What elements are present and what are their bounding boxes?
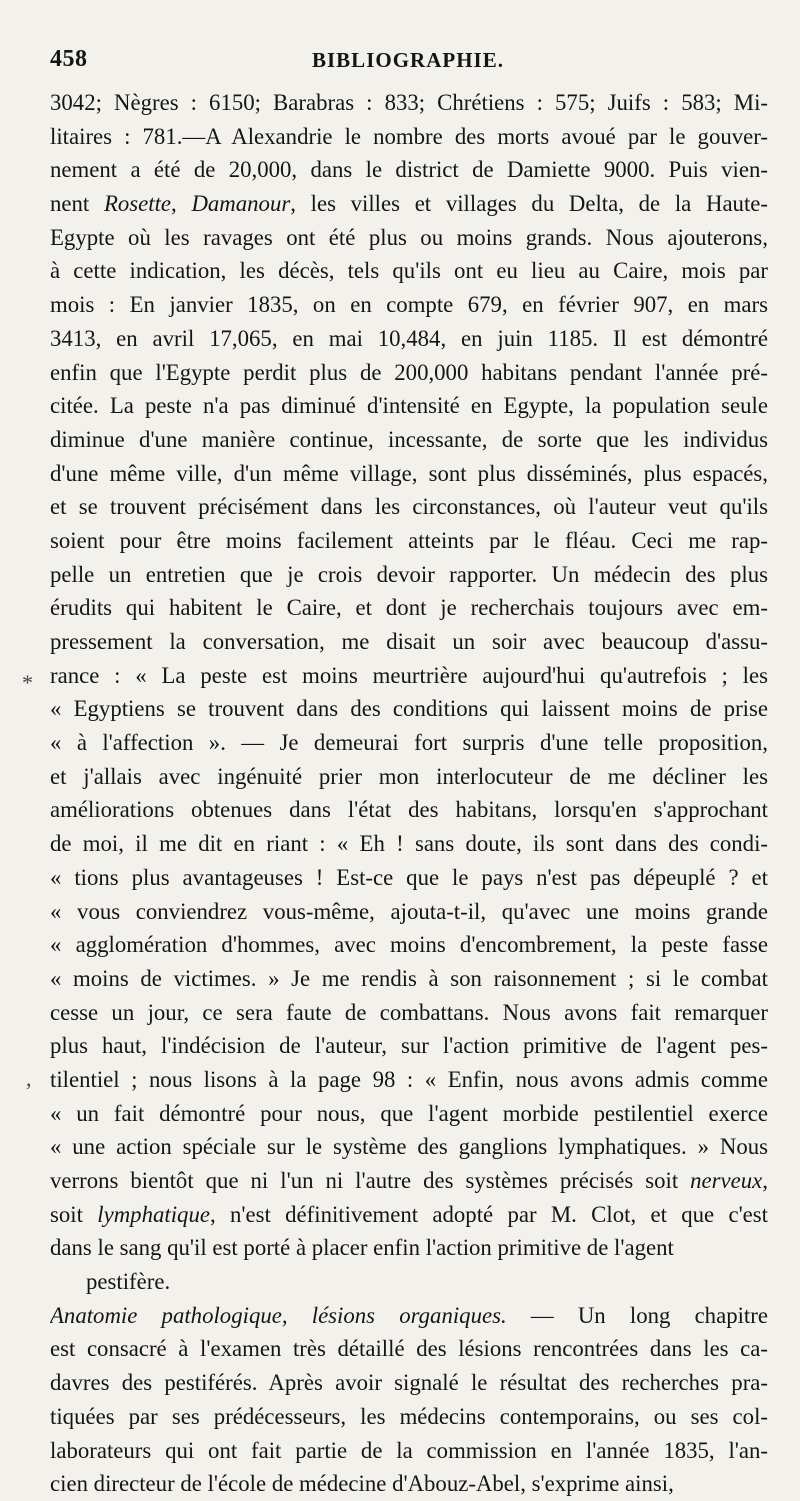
margin-mark: * (22, 670, 33, 695)
text-run: nent (50, 191, 104, 217)
text-line (50, 457, 768, 491)
text-line (50, 1198, 768, 1232)
text-run: « à l'affection ». — Je demeurai fort surpris d'une telle proposition, (50, 730, 768, 756)
margin-mark: , (26, 1066, 32, 1091)
text-line (50, 423, 768, 457)
text-line (50, 1164, 768, 1198)
italic-text: Rosette (103, 191, 172, 217)
text-run: et j'allais avec ingénuité prier mon interlocuteur de me décliner les (50, 763, 768, 789)
body-text (50, 86, 768, 1501)
text-run: , (171, 191, 192, 217)
text-run: cien directeur de l'école de médecine d'Abouz-Abel, s'exprime ainsi, (50, 1471, 674, 1497)
text-line (50, 86, 768, 120)
text-line (50, 153, 768, 187)
text-line (50, 760, 768, 794)
text-line (50, 1467, 768, 1501)
text-run: de moi, il me dit en riant : « Eh ! sans doute, ils sont dans des condi- (50, 831, 768, 857)
text-line (50, 254, 768, 288)
text-line (50, 625, 768, 659)
text-line (50, 793, 768, 827)
text-line (50, 591, 768, 625)
text-run: « Egyptiens se trouvent dans des conditions qui laissent moins de prise (50, 696, 768, 722)
text-run: d'une même ville, d'un même village, sont plus disséminés, plus espacés, (50, 460, 768, 486)
text-line (50, 120, 768, 154)
text-run: mois : En janvier 1835, on en compte 679, en février 907, en mars (50, 292, 768, 318)
text-line (50, 1231, 768, 1265)
text-line (50, 1400, 768, 1434)
text-run: enfin que l'Egypte perdit plus de 200,000 habitans pendant l'année pré- (50, 359, 768, 385)
text-line (50, 288, 768, 322)
text-run: pestifère. (86, 1269, 171, 1295)
text-line (50, 558, 768, 592)
text-run: , les villes et villages du Delta, de la Haute- (290, 191, 768, 217)
text-run: améliorations obtenues dans l'état des habitans, lorsqu'en s'approchant (50, 797, 768, 823)
text-line (50, 1366, 768, 1400)
text-run: verrons bientôt que ni l'un ni l'autre des systèmes précisés soit (50, 1168, 691, 1193)
text-line (50, 1029, 768, 1063)
text-run: pressement la conversation, me disait un soir avec beaucoup d'assu- (50, 629, 768, 654)
text-run: soit (50, 1201, 98, 1227)
text-run: tiquées par ses prédécesseurs, les médecins contemporains, ou ses col- (50, 1403, 768, 1429)
text-run: 3042; Nègres : 6150; Barabras : 833; Chrétiens : 575; Juifs : 583; Mi- (50, 90, 768, 115)
text-run: 3413, en avril 17,065, en mai 10,484, en juin 1185. Il est démontré (50, 325, 768, 351)
text-run: « tions plus avantageuses ! Est-ce que le pays n'est pas dépeuplé ? et (50, 864, 768, 890)
text-line (50, 490, 768, 524)
text-run: « agglomération d'hommes, avec moins d'encombrement, la peste fasse (50, 932, 768, 958)
text-run: , (762, 1168, 768, 1193)
text-line (50, 1332, 768, 1366)
text-line (50, 356, 768, 390)
page-number: 458 (50, 46, 88, 72)
text-run: laborateurs qui ont fait partie de la commission en l'année 1835, l'an- (50, 1437, 768, 1463)
text-run: rance : « La peste est moins meurtrière aujourd'hui qu'autrefois ; les (50, 662, 768, 688)
text-run: — Un long chapitre (506, 1302, 768, 1328)
text-run: plus haut, l'indécision de l'auteur, sur l'action primitive de l'agent pes- (50, 1033, 768, 1059)
text-run: diminue d'une manière continue, incessante, de sorte que les individus (50, 426, 768, 452)
text-line (50, 1130, 768, 1164)
text-line (50, 1097, 768, 1131)
text-run: nement a été de 20,000, dans le district de Damiette 9000. Puis vien- (50, 157, 768, 183)
text-line (50, 389, 768, 423)
text-run: citée. La peste n'a pas diminué d'intensité en Egypte, la population seule (50, 393, 768, 419)
text-run: soient pour être moins facilement atteints par le fléau. Ceci me rap- (50, 527, 768, 553)
text-run: davres des pestiférés. Après avoir signalé le résultat des recherches pra- (50, 1370, 768, 1396)
text-line (50, 928, 768, 962)
text-run: Egypte où les ravages ont été plus ou moins grands. Nous ajouterons, (50, 224, 768, 250)
running-title: BIBLIOGRAPHIE. (312, 48, 504, 72)
italic-text: Anatomie pathologique, lésions organiques. (50, 1302, 507, 1328)
text-line (50, 692, 768, 726)
italic-text: lymphatique (97, 1201, 210, 1227)
text-run: est consacré à l'examen très détaillé des lésions rencontrées dans les ca- (50, 1336, 768, 1362)
text-run: et se trouvent précisément dans les circonstances, où l'auteur veut qu'ils (50, 494, 768, 520)
italic-text: Damanour (191, 191, 291, 217)
text-run: , n'est définitivement adopté par M. Clot, et que c'est (209, 1201, 768, 1227)
text-line (50, 1434, 768, 1468)
text-line (50, 524, 768, 558)
text-run: cesse un jour, ce sera faute de combattans. Nous avons fait remarquer (50, 999, 768, 1025)
text-line (50, 221, 768, 255)
text-run: litaires : 781.—A Alexandrie le nombre des morts avoué par le gouver- (50, 123, 768, 149)
page-header (50, 46, 740, 78)
text-run: tilentiel ; nous lisons à la page 98 : « Enfin, nous avons admis comme (50, 1066, 768, 1092)
text-line (50, 996, 768, 1030)
text-run: « vous conviendrez vous-même, ajouta-t-il, qu'avec une moins grande (50, 898, 768, 924)
text-run: érudits qui habitent le Caire, et dont je recherchais toujours avec em- (50, 595, 768, 621)
italic-text: nerveux (690, 1168, 763, 1193)
text-run: « une action spéciale sur le système des ganglions lymphatiques. » Nous (50, 1134, 768, 1160)
text-line (50, 962, 768, 996)
text-line (50, 861, 768, 895)
text-run: « un fait démontré pour nous, que l'agent morbide pestilentiel exerce (50, 1100, 768, 1126)
text-run: pelle un entretien que je crois devoir rapporter. Un médecin des plus (50, 561, 768, 587)
text-line (50, 659, 768, 693)
text-line (50, 827, 768, 861)
text-line (50, 726, 768, 760)
text-line (50, 895, 768, 929)
text-line (50, 1063, 768, 1097)
text-line (50, 187, 768, 221)
text-run: « moins de victimes. » Je me rendis à son raisonnement ; si le combat (50, 965, 768, 991)
text-run: dans le sang qu'il est porté à placer enfin l'action primitive de l'agent (50, 1235, 674, 1261)
text-line (50, 1265, 768, 1299)
text-line (50, 322, 768, 356)
text-line (50, 1299, 768, 1333)
text-run: à cette indication, les décès, tels qu'ils ont eu lieu au Caire, mois par (50, 258, 768, 284)
